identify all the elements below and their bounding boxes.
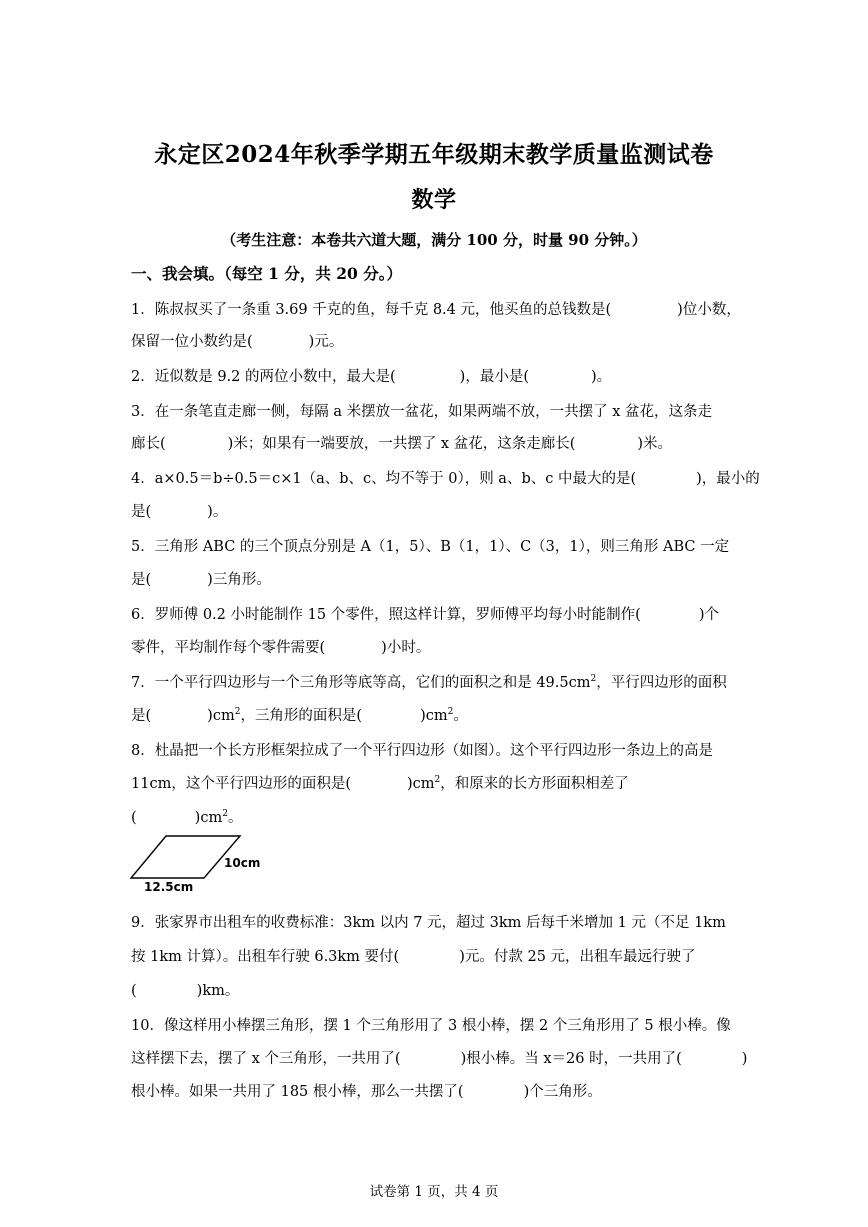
question-3-line-1: 3．在一条笔直走廊一侧，每隔 a 米摆放一盆花，如果两端不放，一共摆了 x 盆花，这条走	[131, 404, 712, 420]
side-length-label: 10cm	[224, 856, 261, 870]
question-2: 2．近似数是 9.2 的两位小数中，最大是( )，最小是( )。	[131, 369, 612, 385]
question-7-line-2: 是( )$cm^2$，三角形的面积是( )$cm^2$。	[131, 707, 468, 724]
question-4-line-2: 是( )。	[131, 504, 228, 520]
question-9-line-1: 9．张家界市出租车的收费标准：3km 以内 7 元，超过 3km 后每千米增加 1 元（不足 1km	[131, 915, 726, 931]
question-7-line-1: 7．一个平行四边形与一个三角形等底等高，它们的面积之和是 $49.5cm^2$，平行四边形的面积	[131, 674, 727, 691]
question-5-line-2: 是( )三角形。	[131, 572, 271, 588]
question-6-line-1: 6．罗师傅 0.2 小时能制作 15 个零件，照这样计算，罗师傅平均每小时能制作( )个	[131, 607, 719, 623]
exam-notice: （考生注意：本卷共六道大题，满分 100 分，时量 90 分钟。）	[221, 231, 647, 249]
question-5-line-1: 5．三角形 ABC 的三个顶点分别是 A（1，5）、B（1，1）、C（3，1），则三角形 ABC 一定	[131, 539, 730, 555]
question-9-line-2: 按 1km 计算）。出租车行驶 6.3km 要付( )元。付款 25 元，出租车最远行驶了	[131, 949, 696, 965]
question-8-line-1: 8．杜晶把一个长方形框架拉成了一个平行四边形（如图）。这个平行四边形一条边上的高是	[131, 743, 713, 759]
question-6-line-2: 零件，平均制作每个零件需要( )小时。	[131, 640, 431, 656]
page-footer: 试卷第 1 页，共 4 页	[369, 1184, 499, 1200]
exam-title: 永定区2024年秋季学期五年级期末教学质量监测试卷	[154, 141, 714, 168]
question-8-line-3: ( )$cm^2$。	[131, 809, 243, 826]
question-4-line-1: 4．a×0.5＝b÷0.5＝c×1（a、b、c、均不等于 0），则 a、b、c 中最大的是( )，最小的	[131, 471, 760, 487]
base-length-label: 12.5cm	[144, 880, 194, 894]
question-1-line-2: 保留一位小数约是( )元。	[131, 334, 344, 350]
question-10-line-1: 10．像这样用小棒摆三角形，摆 1 个三角形用了 3 根小棒，摆 2 个三角形用了 5 根小棒。像	[131, 1018, 731, 1034]
parallelogram-figure	[128, 832, 268, 896]
section-heading-1: 一、我会填。（每空 1 分，共 20 分。）	[131, 264, 402, 283]
question-10-line-2: 这样摆下去，摆了 x 个三角形，一共用了( )根小棒。当 x＝26 时，一共用了( )	[131, 1051, 748, 1067]
question-10-line-3: 根小棒。如果一共用了 185 根小棒，那么一共摆了( )个三角形。	[131, 1084, 602, 1100]
question-9-line-3: ( )km。	[131, 983, 240, 999]
question-8-line-2: 11cm，这个平行四边形的面积是( )$cm^2$，和原来的长方形面积相差了	[131, 775, 629, 792]
question-1-line-1: 1．陈叔叔买了一条重 3.69 千克的鱼，每千克 8.4 元，他买鱼的总钱数是( )位小数，	[131, 302, 741, 318]
question-3-line-2: 廊长( )米；如果有一端要放，一共摆了 x 盆花，这条走廊长( )米。	[131, 436, 673, 452]
subject-title: 数学	[411, 187, 457, 213]
